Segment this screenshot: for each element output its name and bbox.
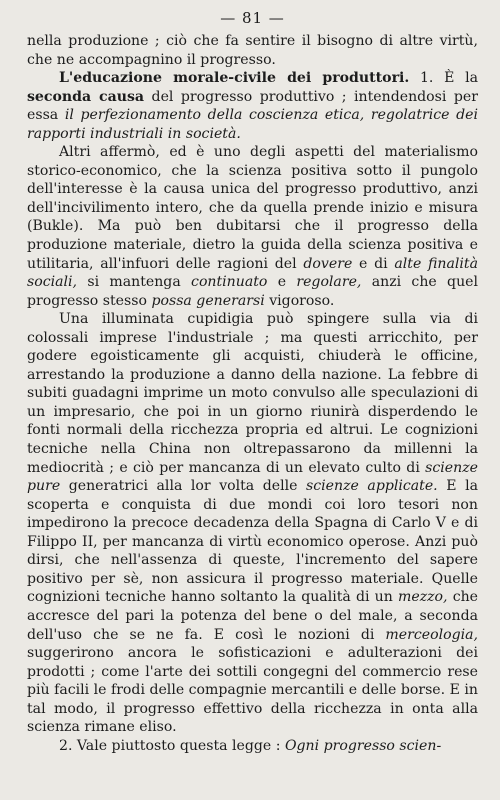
italic-text: possa generarsi	[151, 292, 265, 309]
page-number: — 81 —	[220, 9, 285, 27]
italic-text: regolare,	[296, 274, 362, 291]
text-run: generatrici alla lor volta delle	[60, 478, 307, 495]
text-run: nella produzione ; ciò che fa sentire il bisogno di altre virtù, che ne accompagnino il progresso.	[27, 33, 478, 68]
body-text	[27, 32, 478, 755]
text-run: vigoroso.	[264, 292, 335, 309]
paragraph	[27, 143, 478, 310]
text-run: e	[267, 274, 297, 291]
italic-text: alte finalità sociali,	[27, 255, 478, 291]
italic-text: scienze applicate.	[306, 478, 438, 495]
bold-text: seconda causa	[27, 88, 145, 105]
text-run: 1. È la	[409, 70, 478, 87]
paragraph	[27, 737, 478, 756]
text-run: si mantenga	[77, 274, 192, 291]
italic-text: merceologia,	[385, 626, 478, 643]
text-run: Altri affermò, ed è uno degli aspetti del materialismo storico-economico, che la scienza positiva sotto il pungolo dell'interesse è la causa unica del progresso produttivo, anzi dell'incivilimento intero, che da quella prende inizio e misura (Bukle). Ma può ben dubitarsi che il progresso della produzione materiale, dietro la guida della scienza positiva e utilitaria, all'infuori delle ragioni del	[27, 144, 478, 272]
text-run: 2. Vale piuttosto questa legge :	[59, 737, 285, 754]
paragraph	[27, 69, 478, 143]
text-run: anzi che quel progresso stesso	[27, 274, 478, 309]
text-run: che accresce del pari la potenza del bene o del male, a seconda dell'uso che se ne fa. E così le nozioni di	[27, 589, 478, 643]
text-run: suggerirono ancora le sofisticazioni e adulterazioni dei prodotti ; come l'arte dei sottili congegni del commercio rese più facili le frodi delle compagnie mercantili e delle borse. E in tal modo, il progresso effettivo della ricchezza in onta alla scienza rimane eliso.	[27, 645, 478, 736]
italic-text: scienze pure	[27, 459, 478, 495]
text-run: Una illuminata cupidigia può spingere sulla via di colossali imprese l'industriale ; ma questi arricchito, per godere egoisticamente gli acquisti, chiuderà le officine, arrestando la produzione a danno della nazione. La febbre di subiti guadagni imprime un moto convulso alle speculazioni di un impresario, che poi in un giorno riunirà disperdendo le fonti normali della ricchezza propria ed altrui. Le cognizioni tecniche nella China non oltrepassarono da millenni la mediocrità ; e ciò per mancanza di un elevato culto di	[27, 311, 478, 476]
italic-text: dovere	[303, 255, 353, 272]
italic-text: Ogni progresso scien-	[284, 737, 442, 754]
italic-text: il perfezionamento della coscienza etica, regolatrice dei rapporti industriali in società.	[27, 107, 478, 142]
text-run: del progresso produttivo ; intendendosi per essa	[27, 88, 478, 124]
text-run: E la scoperta e conquista di due mondi coi loro tesori non impedirono la precoce decadenza della Spagna di Carlo V e di Filippo II, per mancanza di virtù economico operose. Anzi può dirsi, che nell'assenza di queste, l'incremento del sapere positivo per sè, non assicura il progresso materiale. Quelle cognizioni tecniche hanno soltanto la qualità di un	[27, 478, 478, 606]
paragraph	[27, 32, 478, 69]
text-run: e di	[352, 255, 395, 272]
paragraph	[27, 310, 478, 737]
bold-text: L'educazione morale-civile dei produttori.	[59, 70, 410, 87]
italic-text: mezzo,	[397, 589, 448, 606]
italic-text: continuato	[191, 274, 268, 291]
